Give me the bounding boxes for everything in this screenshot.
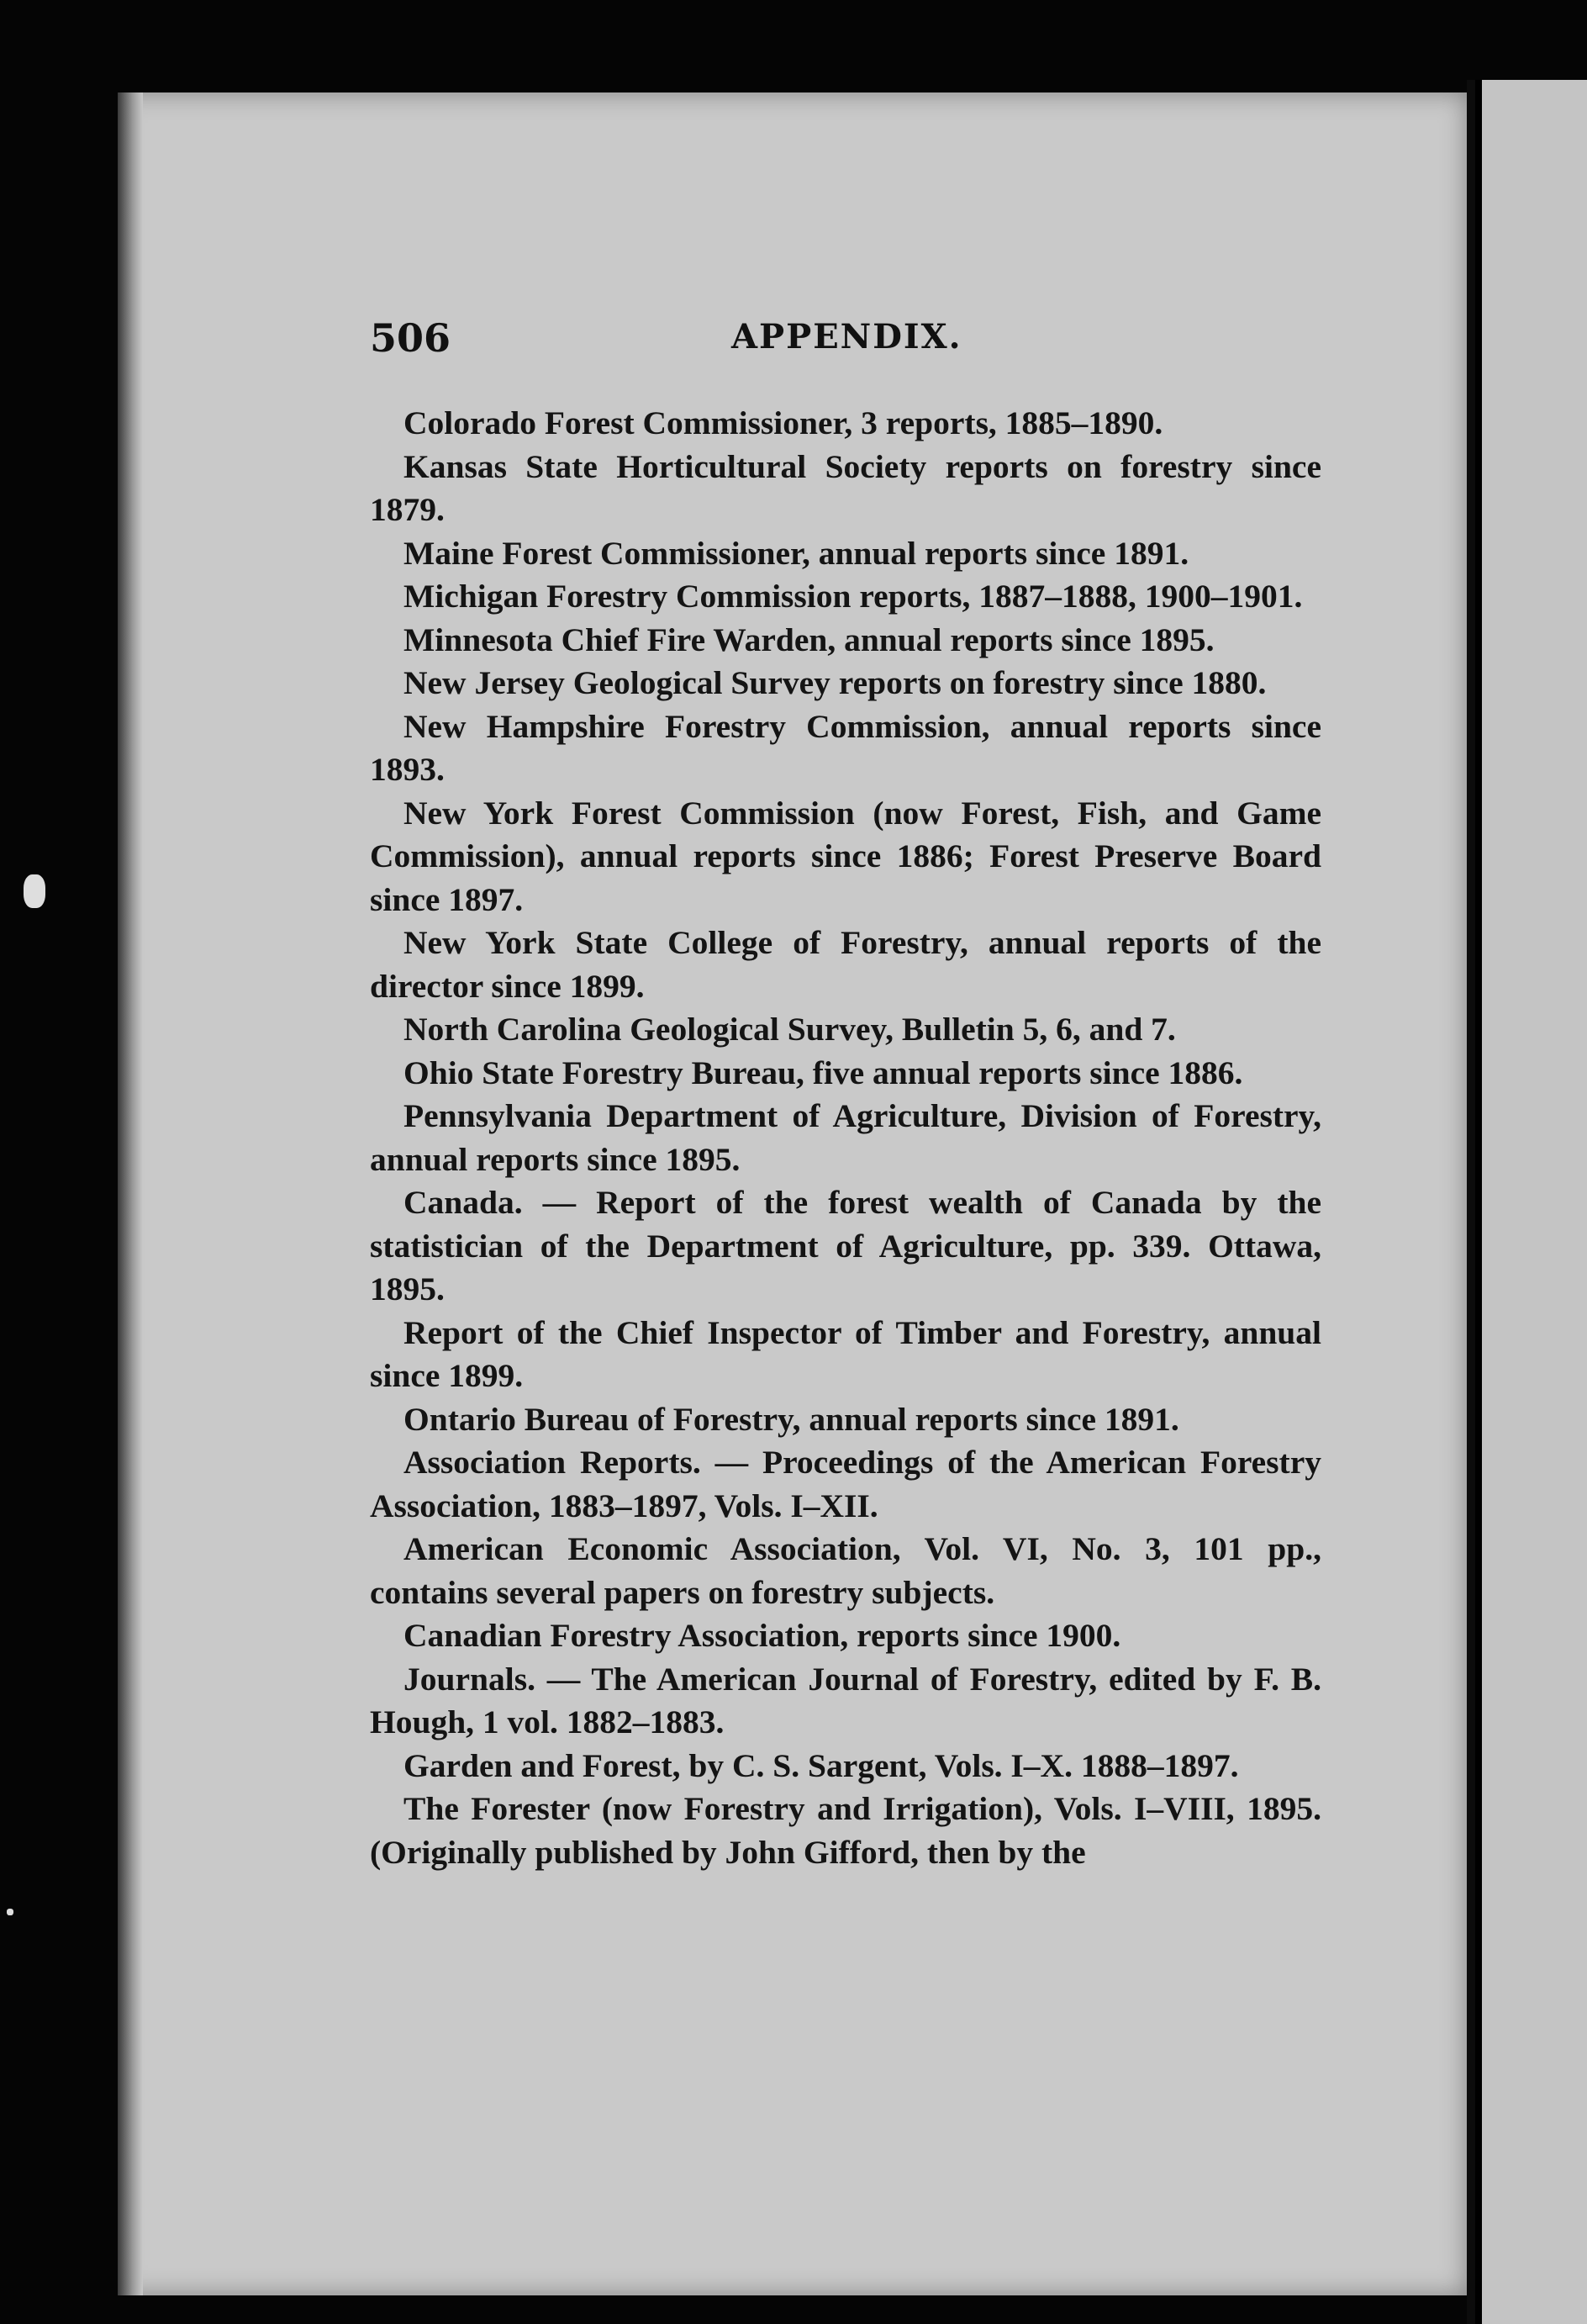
entry	[370, 792, 1321, 922]
entry	[370, 402, 1321, 446]
entry-text: Garden and Forest, by C. S. Sargent, Vols. I–X. 1888–1897.	[403, 1746, 1239, 1784]
entry-text: Ohio State Forestry Bureau, five annual reports since 1886.	[403, 1054, 1243, 1091]
entry-text: Kansas State Horticultural Society reports on forestry since 1879.	[370, 447, 1321, 528]
entry-text: New Jersey Geological Survey reports on forestry since 1880.	[403, 664, 1267, 701]
entry	[370, 575, 1321, 619]
entry	[370, 1614, 1321, 1658]
page-shadow-edge	[118, 92, 143, 2295]
entry-text: Colorado Forest Commissioner, 3 reports, 1885–1890.	[403, 404, 1163, 441]
entry	[370, 705, 1321, 792]
entry-text: North Carolina Geological Survey, Bulletin 5, 6, and 7.	[403, 1011, 1176, 1048]
entry-text: New York State College of Forestry, annual reports of the director since 1899.	[370, 924, 1321, 1005]
entry-text: Minnesota Chief Fire Warden, annual reports since 1895.	[403, 621, 1215, 658]
entry-text: Report of the Chief Inspector of Timber and Forestry, annual since 1899.	[370, 1313, 1321, 1394]
entry-text: New York Forest Commission (now Forest, Fish, and Game Commission), annual reports since 1886; Forest Preserve Board since 1897.	[370, 794, 1321, 918]
entry	[370, 446, 1321, 532]
entry	[370, 1181, 1321, 1312]
entry	[370, 1052, 1321, 1096]
entry	[370, 1788, 1321, 1874]
entry	[370, 532, 1321, 576]
page-number: 506	[370, 315, 451, 361]
facing-page-edge	[1475, 80, 1587, 2324]
entry-lead: Journals.	[403, 1660, 535, 1698]
entry-lead: Association Reports.	[403, 1444, 701, 1481]
entry-text: Michigan Forestry Commission reports, 1887–1888, 1900–1901.	[403, 578, 1303, 615]
entry-text: New Hampshire Forestry Commission, annual reports since 1893.	[370, 707, 1321, 788]
appendix-text	[370, 402, 1321, 1874]
entry-lead: Canada.	[403, 1184, 523, 1221]
entry	[370, 1008, 1321, 1052]
entry	[370, 619, 1321, 663]
entry-text: — The American Journal of Forestry, edited by F. B. Hough, 1 vol. 1882–1883.	[370, 1660, 1321, 1740]
entry-text: — Report of the forest wealth of Canada by the statistician of the Department of Agriculture, pp. 339. Ottawa, 1895.	[370, 1184, 1321, 1307]
entry	[370, 1398, 1321, 1442]
entry-text: The Forester (now Forestry and Irrigation), Vols. I–VIII, 1895. (Originally published by John Gifford, then by the	[370, 1790, 1321, 1871]
entry	[370, 922, 1321, 1008]
entry	[370, 1528, 1321, 1614]
entry-text: American Economic Association, Vol. VI, No. 3, 101 pp., contains several papers on forestry subjects.	[370, 1530, 1321, 1611]
margin-speck	[7, 1909, 13, 1915]
entry	[370, 1658, 1321, 1745]
entry-text: Ontario Bureau of Forestry, annual reports since 1891.	[403, 1400, 1179, 1438]
entry	[370, 1095, 1321, 1181]
entry-text: Pennsylvania Department of Agriculture, Division of Forestry, annual reports since 1895.	[370, 1097, 1321, 1178]
entry	[370, 662, 1321, 705]
entry	[370, 1441, 1321, 1528]
entry	[370, 1745, 1321, 1788]
entry-text: — Proceedings of the American Forestry Association, 1883–1897, Vols. I–XII.	[370, 1444, 1321, 1524]
page-header	[370, 315, 1362, 366]
entry-text: Canadian Forestry Association, reports since 1900.	[403, 1617, 1121, 1654]
margin-blot	[24, 874, 45, 908]
entry	[370, 1312, 1321, 1398]
entry-text: Maine Forest Commissioner, annual reports since 1891.	[403, 534, 1189, 572]
running-head: APPENDIX.	[731, 317, 962, 357]
